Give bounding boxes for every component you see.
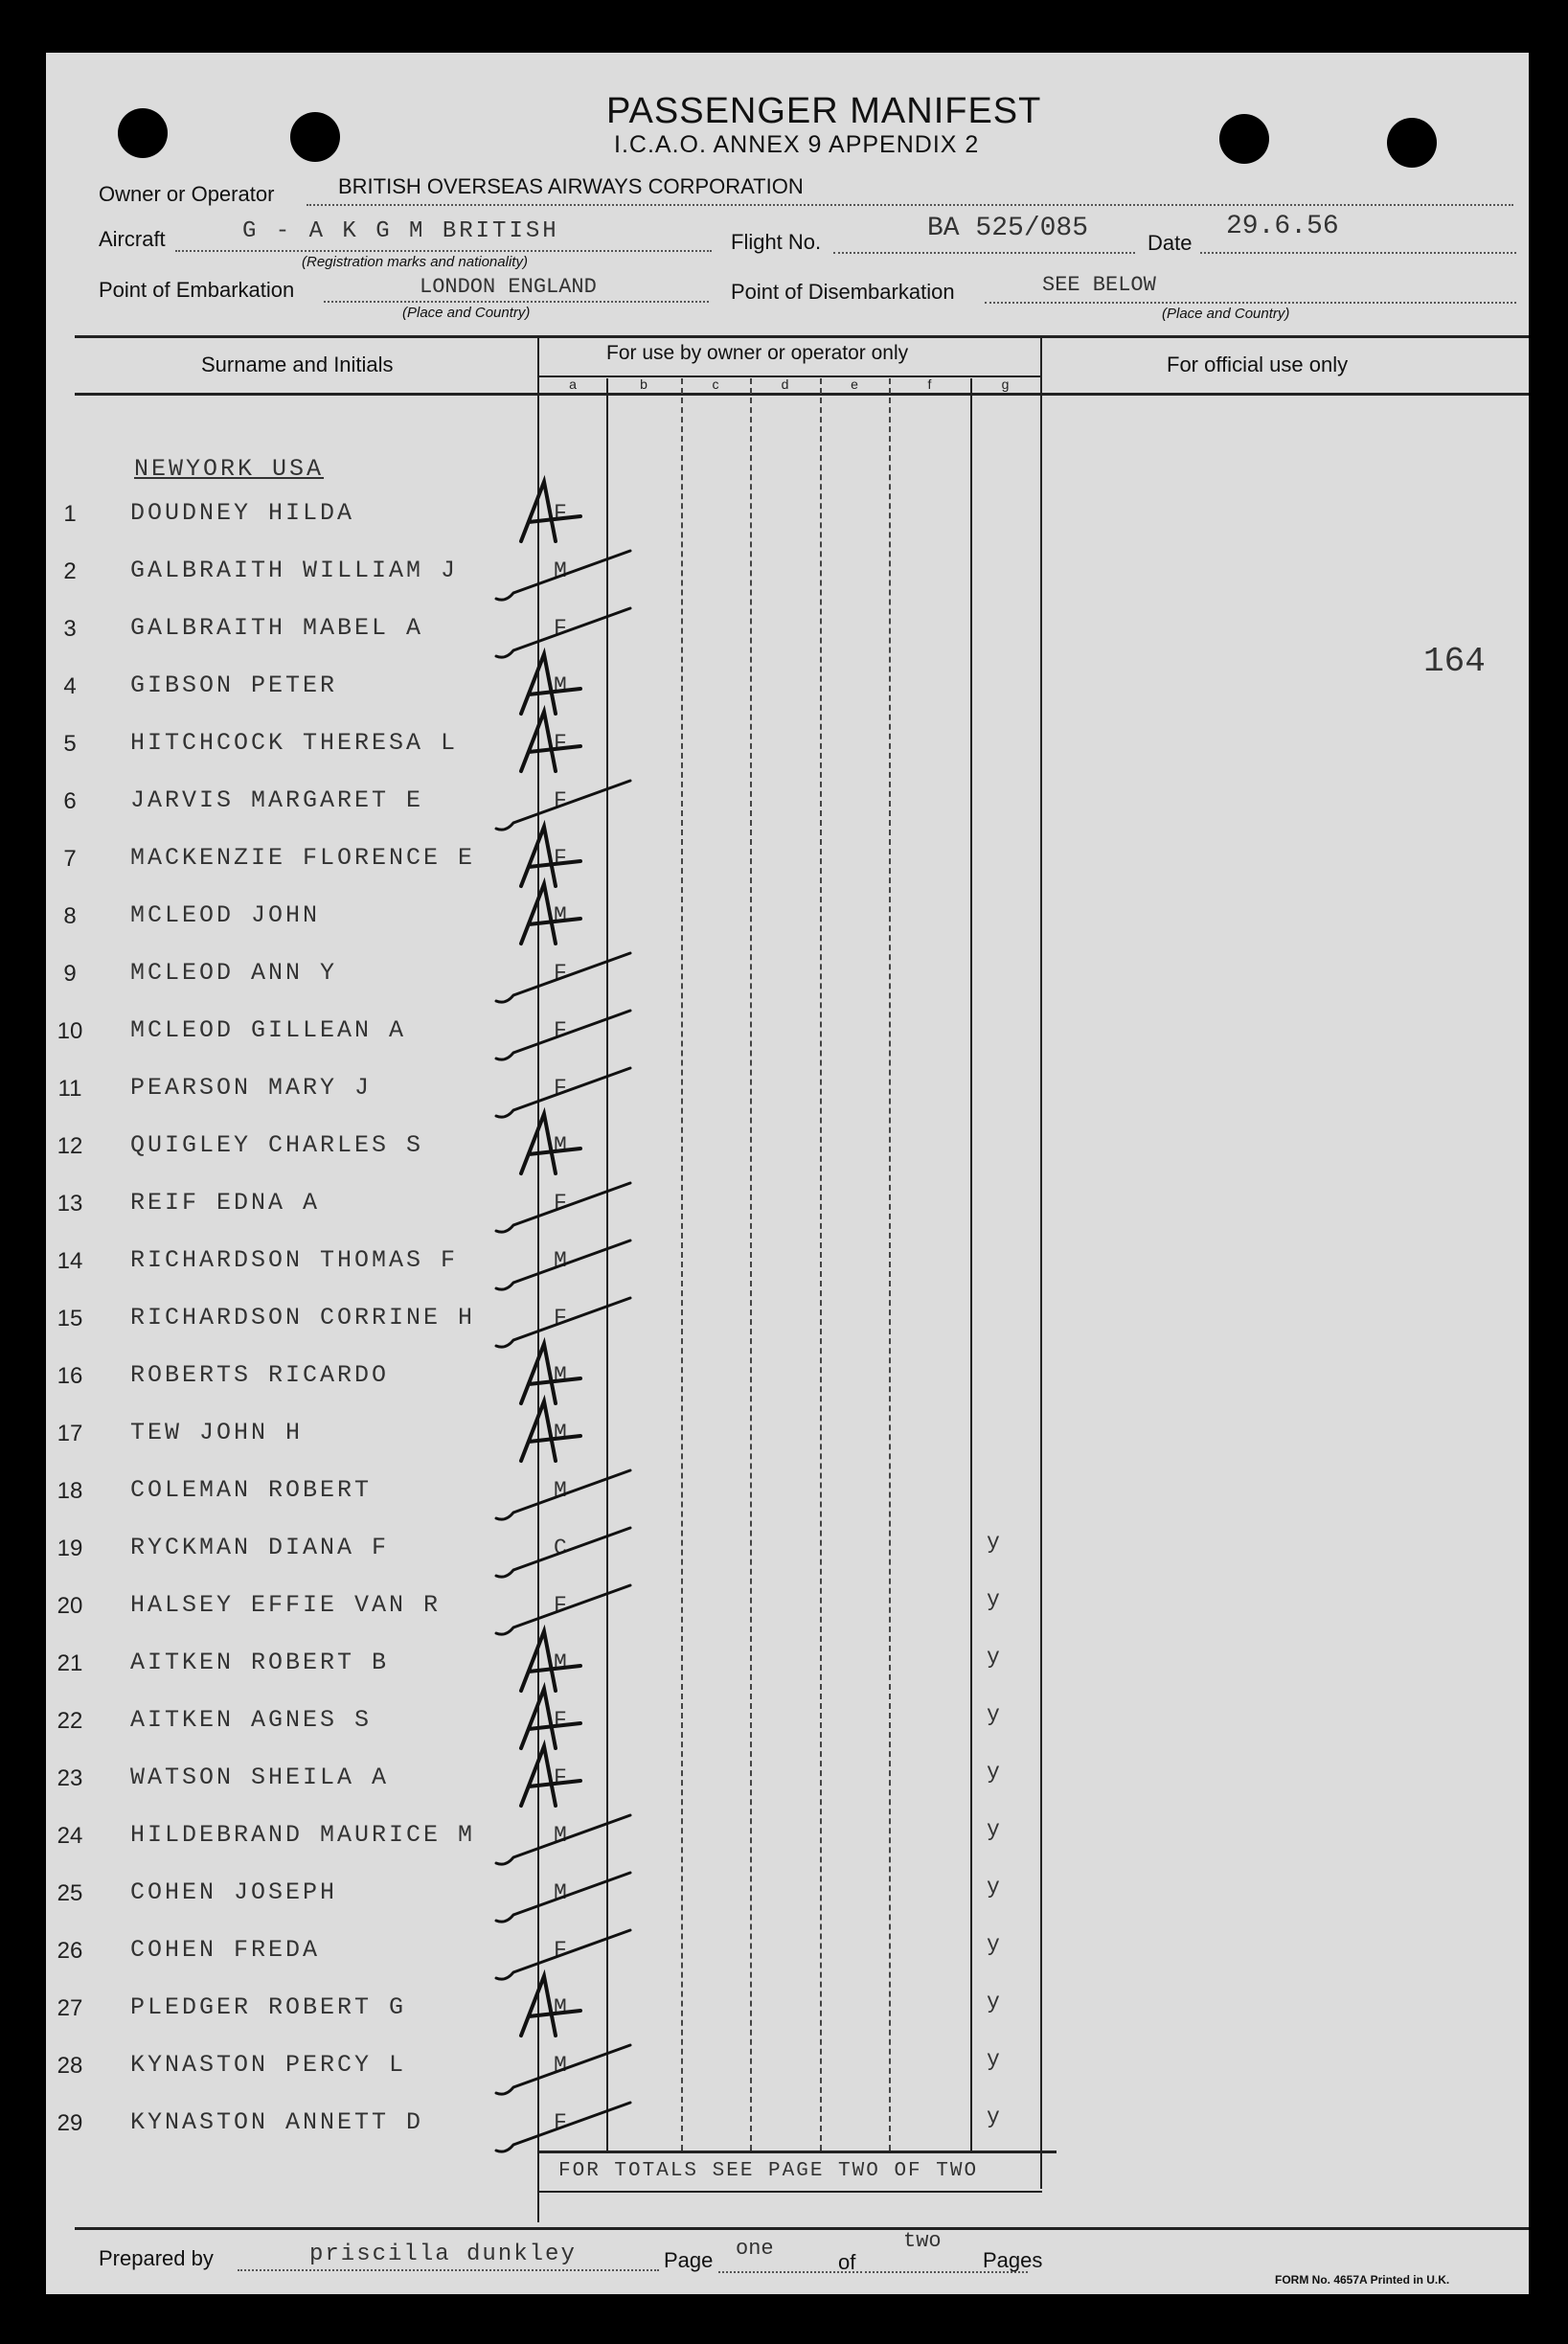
row-number: 24 [57,1823,83,1849]
column-g-value: y [987,1990,1000,2014]
column-g-value: y [987,1760,1000,1785]
passenger-name: MCLEOD GILLEAN A [130,1016,407,1044]
initial-mark-a [521,1746,580,1806]
initial-mark-a [521,1344,580,1403]
flight-value: BA 525/085 [927,214,1089,243]
initial-mark-a [521,1114,580,1173]
pages-label: Pages [983,2248,1043,2272]
row-number: 22 [57,1708,83,1734]
row-number: 14 [57,1248,83,1274]
passenger-sex: M [554,1650,567,1675]
check-mark [496,2103,630,2151]
form-number: FORM No. 4657A Printed in U.K. [1275,2273,1450,2287]
passenger-name: COHEN FREDA [130,1936,321,1964]
column-g-value: y [987,1875,1000,1900]
passenger-name: MCLEOD ANN Y [130,959,338,987]
of-label: of [838,2250,856,2274]
passenger-name: RICHARDSON THOMAS F [130,1246,459,1274]
check-mark [496,1298,630,1347]
passenger-name: HITCHCOCK THERESA L [130,729,459,757]
row-number: 17 [57,1421,83,1446]
passenger-name: RYCKMAN DIANA F [130,1534,390,1561]
prepared-label: Prepared by [99,2246,214,2270]
row-number: 29 [57,2110,83,2136]
col-header-official: For official use only [1167,353,1349,376]
subcol-header-f: f [927,376,932,392]
column-g-value: y [987,1645,1000,1670]
passenger-sex: F [554,2110,567,2135]
passenger-sex: M [554,1478,567,1503]
passenger-sex: M [554,558,567,583]
col-header-surname: Surname and Initials [201,353,394,376]
check-mark [496,1528,630,1577]
row-number: 27 [57,1995,83,2021]
page-value: one [736,2237,774,2261]
column-g-value: y [987,2105,1000,2129]
owner-label: Owner or Operator [99,182,275,206]
check-mark [496,1183,630,1232]
passenger-sex: F [554,1018,567,1043]
initial-mark-a [521,712,580,771]
passenger-name: AITKEN ROBERT B [130,1649,390,1676]
subcol-header-c: c [712,376,719,392]
check-mark [496,781,630,830]
prepared-value: priscilla dunkley [309,2242,577,2267]
row-number: 4 [63,673,77,699]
row-number: 15 [57,1306,83,1331]
passenger-sex: M [554,1995,567,2020]
passenger-name: MACKENZIE FLORENCE E [130,844,476,872]
column-g-value: y [987,1530,1000,1555]
passenger-sex: F [554,1938,567,1963]
passenger-name: AITKEN AGNES S [130,1706,373,1734]
flight-label: Flight No. [731,230,822,254]
passenger-name: GALBRAITH MABEL A [130,614,424,642]
destination-heading: NEWYORK USA [134,455,325,483]
passenger-sex: F [554,1708,567,1733]
passenger-sex: M [554,903,567,928]
passenger-sex: M [554,1248,567,1273]
embark-note: (Place and Country) [402,305,531,321]
check-mark [496,1470,630,1519]
check-mark [496,1011,630,1059]
disembark-label: Point of Disembarkation [731,280,955,304]
subcol-header-a: a [569,376,577,392]
passenger-sex: F [554,1191,567,1216]
passenger-name: HILDEBRAND MAURICE M [130,1821,476,1849]
check-mark [496,2045,630,2094]
passenger-sex: F [554,616,567,641]
passenger-name: JARVIS MARGARET E [130,786,424,814]
passenger-name: KYNASTON ANNETT D [130,2108,424,2136]
row-number: 3 [63,616,77,642]
row-number: 23 [57,1765,83,1791]
passenger-sex: F [554,1593,567,1618]
initial-mark-a [521,1401,580,1461]
passenger-name: KYNASTON PERCY L [130,2051,407,2079]
passenger-sex: F [554,788,567,813]
initial-mark-a [521,827,580,886]
passenger-sex: F [554,1306,567,1331]
check-mark [496,608,630,657]
check-mark [496,1068,630,1117]
row-number: 6 [63,788,77,814]
row-number: 21 [57,1650,83,1676]
row-number: 18 [57,1478,83,1504]
row-number: 19 [57,1536,83,1561]
passenger-name: TEW JOHN H [130,1419,304,1446]
column-g-value: y [987,2047,1000,2072]
initial-mark-a [521,1689,580,1748]
handwritten-marks [46,53,1529,2294]
row-number: 11 [57,1076,82,1102]
passenger-name: ROBERTS RICARDO [130,1361,390,1389]
passenger-sex: F [554,1765,567,1790]
passenger-sex: M [554,2053,567,2078]
row-number: 25 [57,1880,83,1906]
embark-label: Point of Embarkation [99,278,295,302]
passenger-sex: F [554,846,567,871]
passenger-sex: F [554,501,567,526]
passenger-name: PEARSON MARY J [130,1074,373,1102]
manifest-sheet [46,53,1529,2294]
row-number: 7 [63,846,77,872]
row-number: 28 [57,2053,83,2079]
subcol-header-g: g [1001,376,1010,392]
passenger-sex: M [554,1421,567,1445]
initial-mark-a [521,654,580,714]
disembark-value: SEE BELOW [1042,273,1156,297]
passenger-name: COHEN JOSEPH [130,1878,338,1906]
column-g-value: y [987,1817,1000,1842]
check-mark [496,1585,630,1634]
passenger-sex: C [554,1536,567,1560]
row-number: 2 [63,558,77,584]
check-mark [496,1873,630,1922]
passenger-sex: M [554,673,567,698]
initial-mark-a [521,1631,580,1691]
owner-value: BRITISH OVERSEAS AIRWAYS CORPORATION [338,174,804,198]
column-g-value: y [987,1702,1000,1727]
row-number: 13 [57,1191,83,1217]
column-g-value: y [987,1932,1000,1957]
page-title: PASSENGER MANIFEST [606,91,1042,131]
embark-value: LONDON ENGLAND [420,275,597,299]
row-number: 12 [57,1133,83,1159]
passenger-sex: M [554,1823,567,1848]
passenger-name: COLEMAN ROBERT [130,1476,373,1504]
row-number: 16 [57,1363,83,1389]
passenger-name: RICHARDSON CORRINE H [130,1304,476,1331]
passenger-name: WATSON SHEILA A [130,1764,390,1791]
subcol-header-b: b [640,376,648,392]
column-g-value: y [987,1587,1000,1612]
aircraft-label: Aircraft [99,227,166,251]
check-mark [496,953,630,1002]
passenger-name: QUIGLEY CHARLES S [130,1131,424,1159]
initial-mark-a [521,884,580,944]
row-number: 9 [63,961,77,987]
passenger-sex: F [554,731,567,756]
passenger-name: PLEDGER ROBERT G [130,1993,407,2021]
passenger-sex: M [554,1133,567,1158]
official-note: 164 [1423,642,1486,681]
passenger-name: GALBRAITH WILLIAM J [130,557,459,584]
passenger-sex: F [554,1076,567,1101]
of-value: two [903,2229,942,2253]
row-number: 26 [57,1938,83,1964]
passenger-name: MCLEOD JOHN [130,901,321,929]
check-mark [496,1815,630,1864]
row-number: 20 [57,1593,83,1619]
passenger-sex: M [554,1363,567,1388]
aircraft-value: G - A K G M BRITISH [242,218,559,244]
col-header-owner: For use by owner or operator only [606,342,909,364]
row-number: 5 [63,731,77,757]
check-mark [496,551,630,600]
row-number: 10 [57,1018,83,1044]
check-mark [496,1930,630,1979]
passenger-name: REIF EDNA A [130,1189,321,1217]
row-number: 8 [63,903,77,929]
check-mark [496,1240,630,1289]
passenger-name: GIBSON PETER [130,671,338,699]
initial-mark-a [521,1976,580,2036]
passenger-sex: F [554,961,567,986]
date-value: 29.6.56 [1226,212,1339,241]
passenger-sex: M [554,1880,567,1905]
subcol-header-e: e [851,376,858,392]
page-label: Page [664,2248,714,2272]
totals-note: FOR TOTALS SEE PAGE TWO OF TWO [558,2160,979,2182]
row-number: 1 [63,501,77,527]
passenger-name: HALSEY EFFIE VAN R [130,1591,442,1619]
initial-mark-a [521,482,580,541]
subcol-header-d: d [781,376,789,392]
page-subtitle: I.C.A.O. ANNEX 9 APPENDIX 2 [614,131,980,158]
date-label: Date [1148,231,1193,255]
disembark-note: (Place and Country) [1162,306,1290,322]
registration-note: (Registration marks and nationality) [302,254,528,270]
passenger-name: DOUDNEY HILDA [130,499,355,527]
